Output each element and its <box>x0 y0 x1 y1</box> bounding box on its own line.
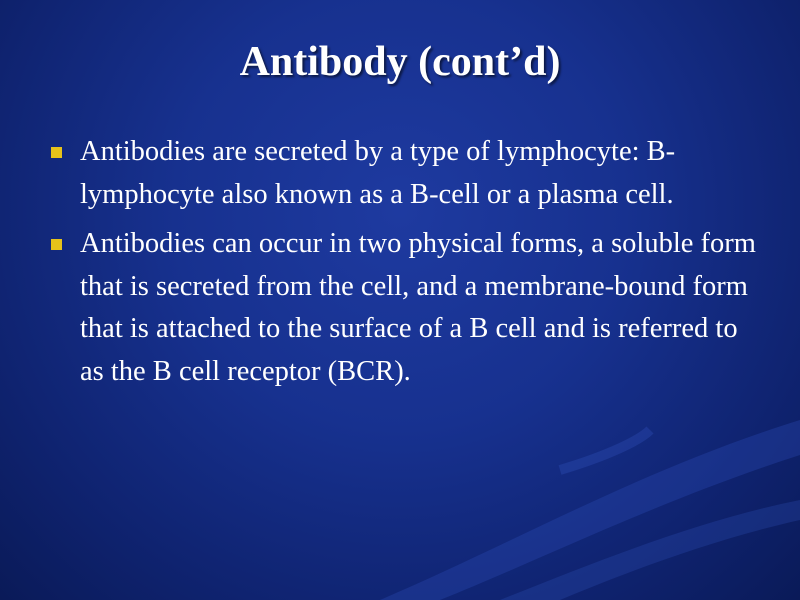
square-bullet-icon <box>51 239 62 250</box>
bullet-item <box>48 131 768 216</box>
square-bullet-icon <box>51 147 62 158</box>
bullet-text: Antibodies can occur in two physical forms, a soluble form that is secreted from the cell, and a membrane-bound form that is attached to the surface of a B cell and is referred to as the B cell receptor (BCR). <box>80 228 756 387</box>
bullet-item <box>48 223 768 393</box>
bullet-list <box>48 131 768 400</box>
bullet-text: Antibodies are secreted by a type of lymphocyte: B-lymphocyte also known as a B-cell or a plasma cell. <box>80 136 676 210</box>
slide-title: Antibody (cont’d) <box>239 39 561 85</box>
